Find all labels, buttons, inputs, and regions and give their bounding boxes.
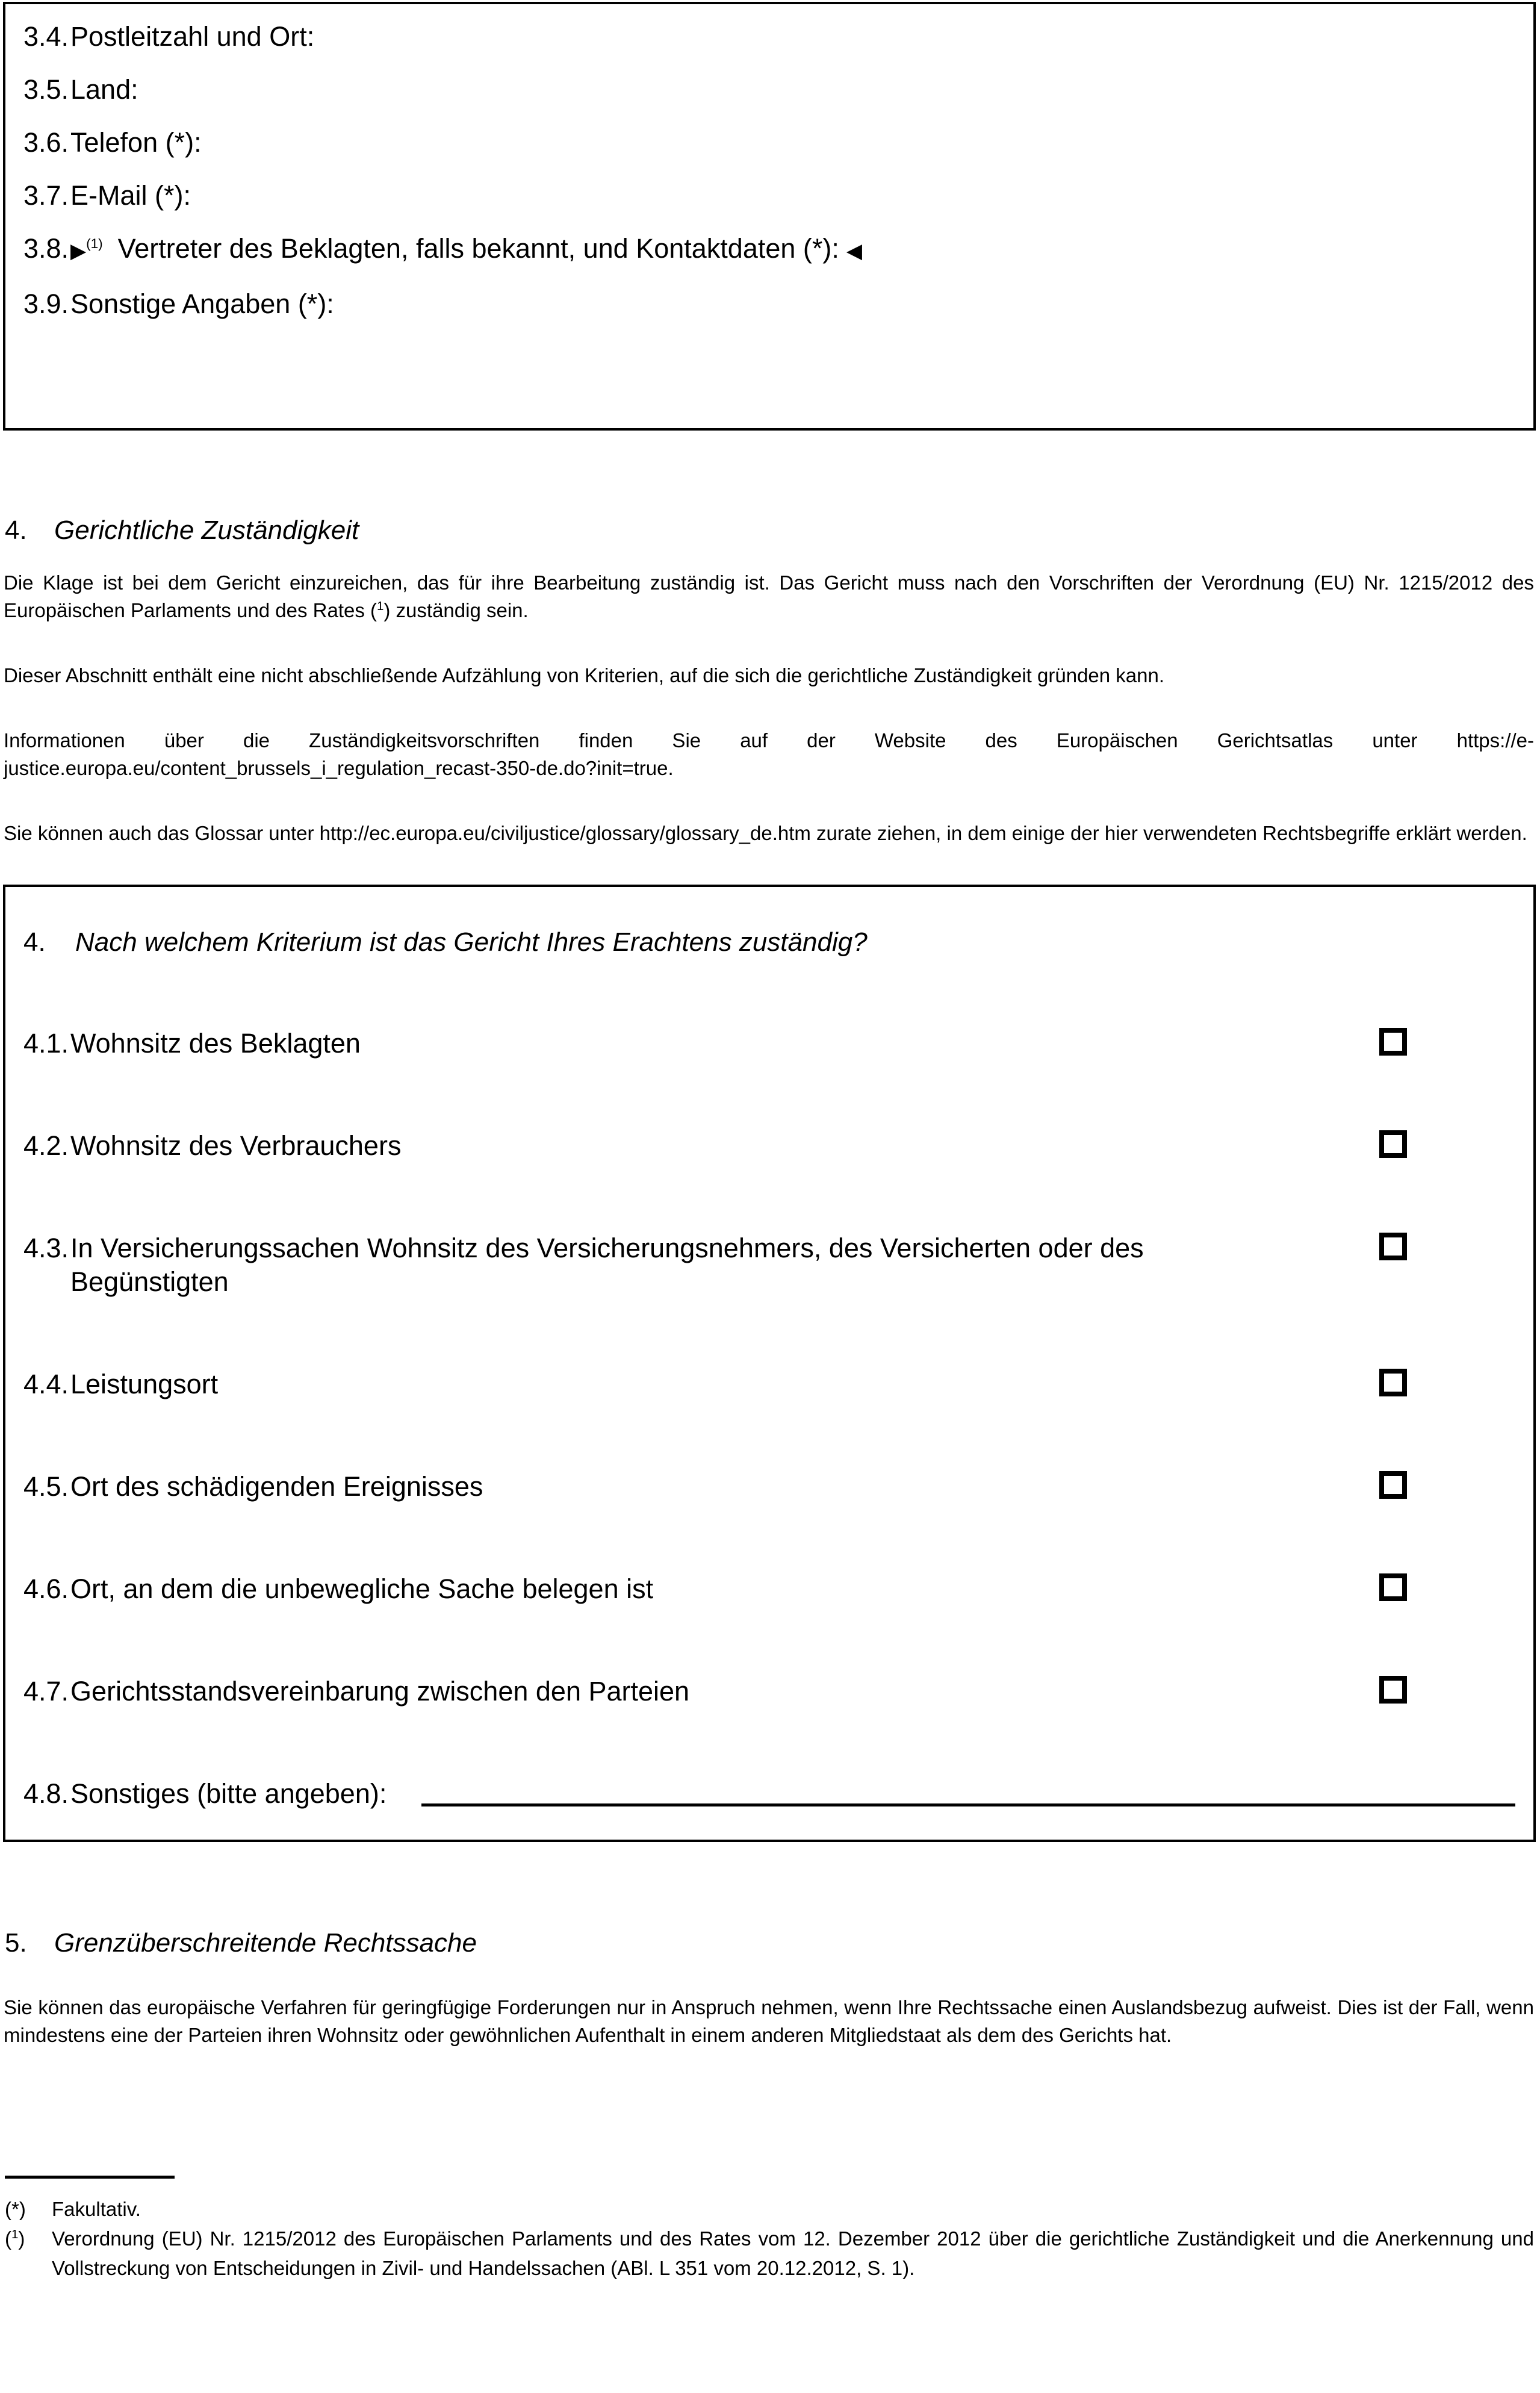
criterion-label: Ort, an dem die unbewegliche Sache belegen ist (70, 1573, 654, 1604)
question-title: Nach welchem Kriterium ist das Gericht Ihres Erachtens zuständig? (75, 927, 868, 957)
item-number: 3.4. (23, 21, 69, 52)
amendment-open-marker-icon: ▶ (70, 240, 87, 263)
item-label: Sonstige Angaben (*): (70, 288, 334, 319)
marker-paren-close: ) (18, 2227, 25, 2250)
criterion-number: 4.8. (23, 1778, 69, 1809)
footnote-text: Verordnung (EU) Nr. 1215/2012 des Europäischen Parlaments und des Rates vom 12. Dezember 2012 über die gerichtliche Zuständigkeit und die Anerkennung und Vollstreckung von Entscheidungen in Zivil- und Handelssachen (ABl. L 351 vom 20.12.2012, S. 1). (52, 2227, 1534, 2279)
item-number: 3.7. (23, 180, 69, 211)
checkbox-4-5[interactable] (1379, 1471, 1407, 1499)
marker-superscript: 1 (11, 2227, 19, 2241)
section-5-heading (5, 1926, 1534, 1960)
criterion-number: 4.4. (23, 1369, 69, 1399)
footnote-marker: (*) (5, 2198, 26, 2220)
criterion-row-4-6 (23, 1572, 1515, 1606)
item-label: E-Mail (*): (70, 180, 191, 211)
section-4-paragraph-2: Dieser Abschnitt enthält eine nicht abschließende Aufzählung von Kriterien, auf die sich die gerichtliche Zuständigkeit gründen kann. (4, 664, 1165, 686)
checkbox-4-6[interactable] (1379, 1573, 1407, 1601)
form-item-3-7 (23, 179, 1515, 213)
criterion-number: 4.5. (23, 1471, 69, 1502)
criteria-question-heading (23, 926, 1515, 959)
question-number: 4. (23, 927, 46, 957)
item-label: Postleitzahl und Ort: (70, 21, 315, 52)
footnote-1 (5, 2224, 1534, 2283)
form-item-3-5 (23, 73, 1515, 107)
criterion-number: 4.3. (23, 1233, 69, 1263)
footnote-separator-rule (5, 2176, 175, 2179)
checkbox-4-3[interactable] (1379, 1233, 1407, 1260)
checkbox-4-7[interactable] (1379, 1676, 1407, 1704)
amendment-ref-superscript: (1) (86, 236, 103, 251)
criterion-row-4-1 (23, 1027, 1515, 1060)
criterion-label: In Versicherungssachen Wohnsitz des Versicherungsnehmers, des Versicherten oder des Begünstigten (70, 1233, 1144, 1297)
footnote-marker (5, 2224, 52, 2283)
checkbox-4-2[interactable] (1379, 1130, 1407, 1158)
footnote-ref-1: 1 (377, 599, 384, 613)
criterion-row-4-7 (23, 1675, 1515, 1708)
criterion-row-4-5 (23, 1470, 1515, 1504)
criterion-row-4-3 (23, 1231, 1515, 1299)
section-4-paragraph-4: Sie können auch das Glossar unter http://ec.europa.eu/civiljustice/glossary/glossary_de.htm zurate ziehen, in dem einige der hier verwendeten Rechtsbegriffe erklärt werden. (4, 822, 1527, 844)
item-number: 3.5. (23, 74, 69, 105)
criterion-label: Wohnsitz des Beklagten (70, 1028, 361, 1059)
footnote-text: Fakultativ. (52, 2198, 141, 2220)
checkbox-4-4[interactable] (1379, 1369, 1407, 1396)
section-4-paragraph-3: Informationen über die Zuständigkeitsvorschriften finden Sie auf der Website des Europäischen Gerichtsatlas unter https://e-justice.europa.eu/content_brussels_i_regulation_recast-350-de.do?init=true. (4, 729, 1534, 779)
criterion-label: Wohnsitz des Verbrauchers (70, 1130, 402, 1161)
criterion-row-4-2 (23, 1129, 1515, 1163)
paragraph-text: Die Klage ist bei dem Gericht einzureichen, das für ihre Bearbeitung zuständig ist. Das Gericht muss nach den Vorschriften der Verordnung (EU) Nr. 1215/2012 des Europäischen Parlaments und des Rates ( (4, 571, 1534, 621)
item-number: 3.6. (23, 127, 69, 158)
criterion-label: Gerichtsstandsvereinbarung zwischen den Parteien (70, 1676, 690, 1707)
checkbox-4-1[interactable] (1379, 1028, 1407, 1056)
section-title: Gerichtliche Zuständigkeit (54, 515, 359, 545)
footnote-asterisk (5, 2194, 1534, 2224)
item-number: 3.9. (23, 288, 69, 319)
form-item-3-6 (23, 126, 1515, 160)
section-number: 4. (5, 515, 27, 545)
item-label: Telefon (*): (70, 127, 202, 158)
criterion-row-4-4 (23, 1368, 1515, 1401)
section-4-paragraph-1 (4, 569, 1534, 624)
criterion-label: Leistungsort (70, 1369, 219, 1399)
amendment-close-marker-icon: ◀ (846, 240, 863, 263)
criterion-row-4-8 (23, 1777, 1515, 1811)
section-title: Grenzüberschreitende Rechtssache (54, 1928, 477, 1958)
item-label (70, 232, 1515, 268)
section-number: 5. (5, 1928, 27, 1958)
item-label-text: Vertreter des Beklagten, falls bekannt, und Kontaktdaten (*): (117, 233, 839, 264)
form-item-3-9 (23, 287, 1515, 321)
section-5-paragraph: Sie können das europäische Verfahren für geringfügige Forderungen nur in Anspruch nehmen, wenn Ihre Rechtssache einen Auslandsbezug aufweist. Dies ist der Fall, wenn mindestens eine der Parteien ihren Wohnsitz oder gewöhnlichen Aufenthalt in einem anderen Mitgliedstaat als dem des Gerichts hat. (4, 1996, 1534, 2046)
criterion-number: 4.1. (23, 1028, 69, 1059)
paragraph-text: ) zuständig sein. (383, 599, 529, 621)
section-4-heading (5, 514, 1534, 547)
criterion-label: Sonstiges (bitte angeben): (70, 1778, 387, 1809)
other-criterion-input-line[interactable] (421, 1777, 1515, 1806)
item-number: 3.8. (23, 233, 69, 264)
form-item-3-4 (23, 20, 1515, 54)
jurisdiction-criteria-box (3, 885, 1536, 1842)
defendant-details-box (3, 2, 1536, 431)
criterion-number: 4.2. (23, 1130, 69, 1161)
criterion-number: 4.6. (23, 1573, 69, 1604)
criterion-number: 4.7. (23, 1676, 69, 1707)
criterion-label: Ort des schädigenden Ereignisses (70, 1471, 483, 1502)
form-item-3-8 (23, 232, 1515, 268)
marker-paren-open: ( (5, 2227, 11, 2250)
item-label: Land: (70, 74, 138, 105)
